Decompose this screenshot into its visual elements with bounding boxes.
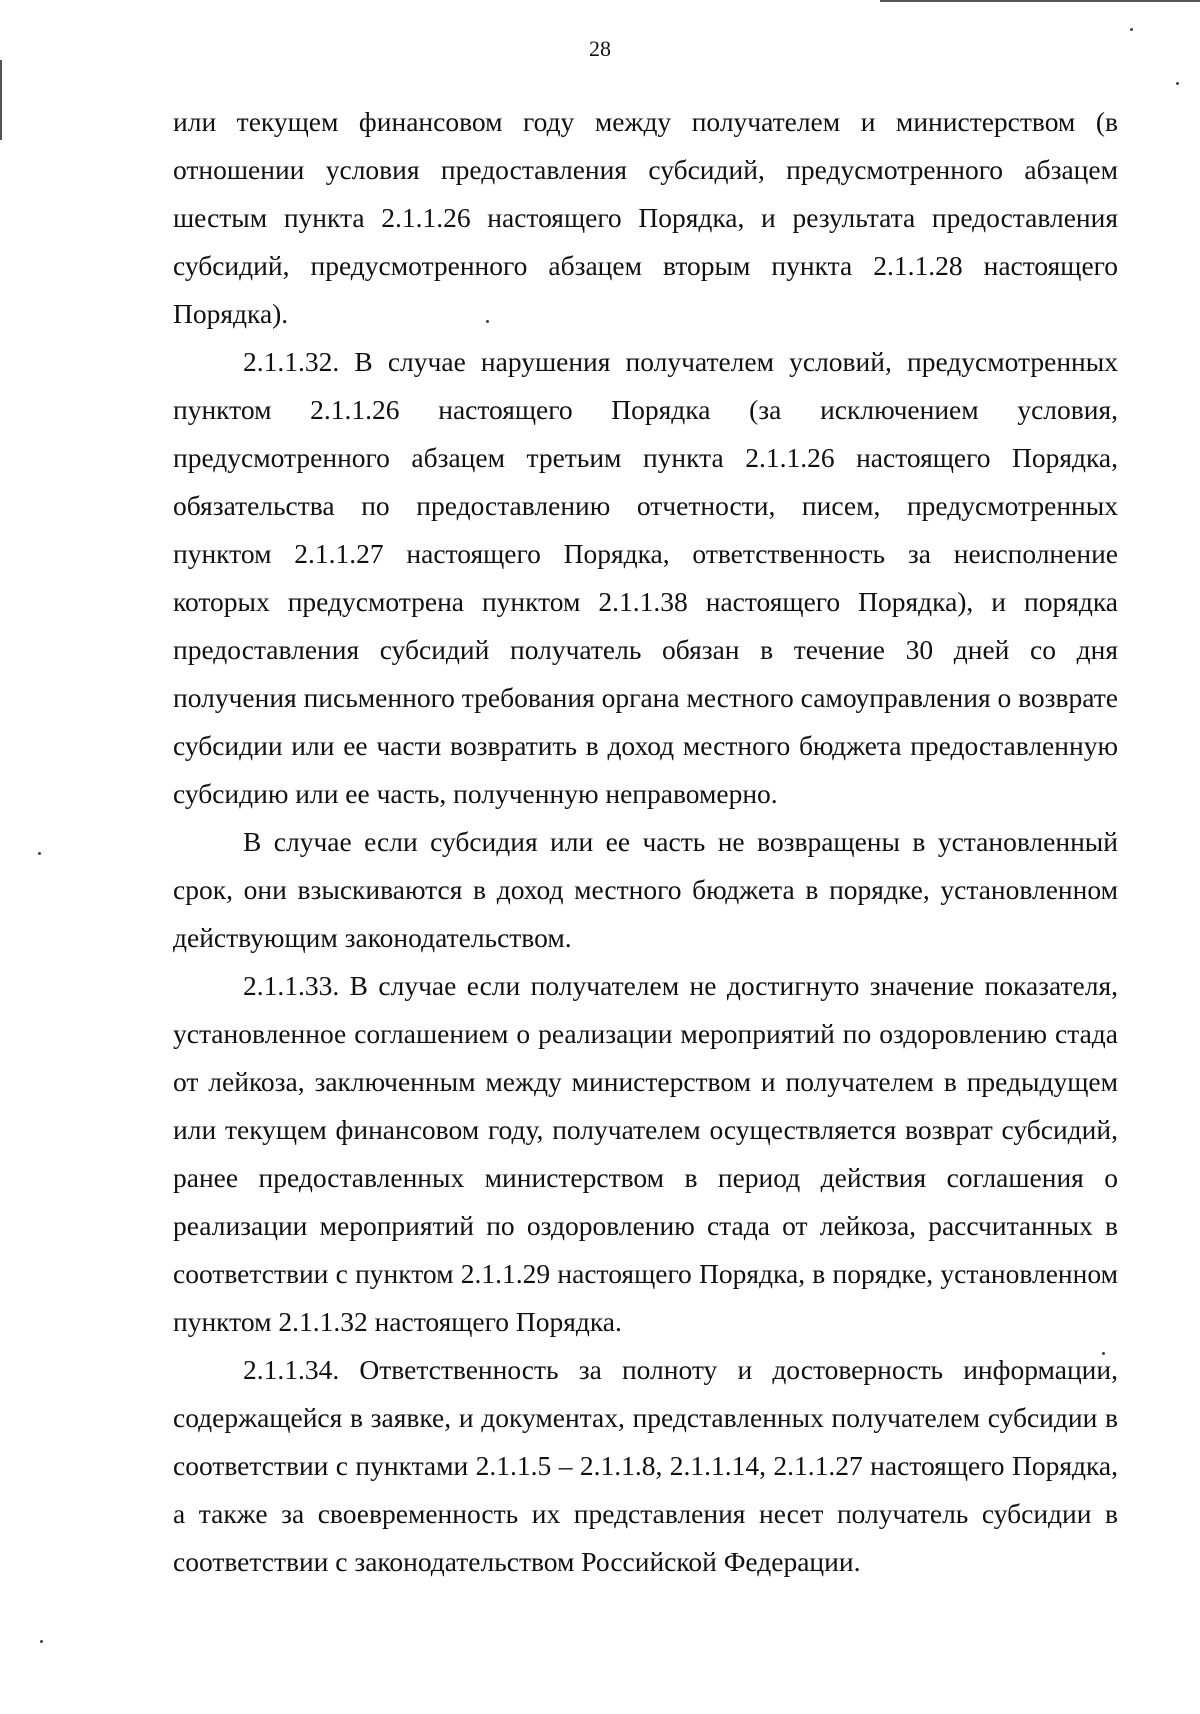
scan-speck (38, 852, 41, 855)
scan-speck (1130, 28, 1133, 31)
scan-edge-top (880, 0, 1200, 2)
paragraph-refund-recovery: В случае если субсидия или ее часть не возвращены в установленный срок, они взыскиваются в доход местного бюджета в порядке, установленном действующим законодательством. (173, 826, 1118, 953)
paragraph-2-1-1-32: 2.1.1.32. В случае нарушения получателем условий, предусмотренных пунктом 2.1.1.26 настоящего Порядка (за исключением условия, предусмотренного абзацем третьим пункта 2.1.1.26 настоящего Порядка, обязательства по предоставлению отчетности, писем, предусмотренных пунктом 2.1.1.27 настоящего Порядка, ответственность за неисполнение которых предусмотрена пунктом 2.1.1.38 настоящего Порядка), и порядка предоставления субсидий получатель обязан в течение 30 дней со дня получения письменного требования органа местного самоуправления о возврате субсидии или ее части возвратить в доход местного бюджета предоставленную субсидию или ее часть, полученную неправомерно. (173, 346, 1118, 809)
scan-speck (40, 1640, 43, 1643)
page-number: 28 (589, 36, 611, 61)
paragraph-continuation: или текущем финансовом году между получателем и министерством (в отношении условия предоставления субсидий, предусмотренного абзацем шестым пункта 2.1.1.26 настоящего Порядка, и результата предоставления субсидий, предусмотренного абзацем вторым пункта 2.1.1.28 настоящего Порядка). (173, 106, 1118, 329)
document-body (173, 98, 1118, 1586)
paragraph-2-1-1-34: 2.1.1.34. Ответственность за полноту и достоверность информации, содержащейся в заявке, и документах, представленных получателем субсидии в соответствии с пунктами 2.1.1.5 – 2.1.1.8, 2.1.1.14, 2.1.1.27 настоящего Порядка, а также за своевременность их представления несет получатель субсидии в соответствии с законодательством Российской Федерации. (173, 1354, 1118, 1577)
scan-edge-left (0, 60, 2, 140)
scan-speck (1176, 82, 1179, 85)
paragraph-2-1-1-33: 2.1.1.33. В случае если получателем не достигнуто значение показателя, установленное соглашением о реализации мероприятий по оздоровлению стада от лейкоза, заключенным между министерством и получателем в предыдущем или текущем финансовом году, получателем осуществляется возврат субсидий, ранее предоставленных министерством в период действия соглашения о реализации мероприятий по оздоровлению стада от лейкоза, рассчитанных в соответствии с пунктом 2.1.1.29 настоящего Порядка, в порядке, установленном пунктом 2.1.1.32 настоящего Порядка. (173, 970, 1118, 1337)
